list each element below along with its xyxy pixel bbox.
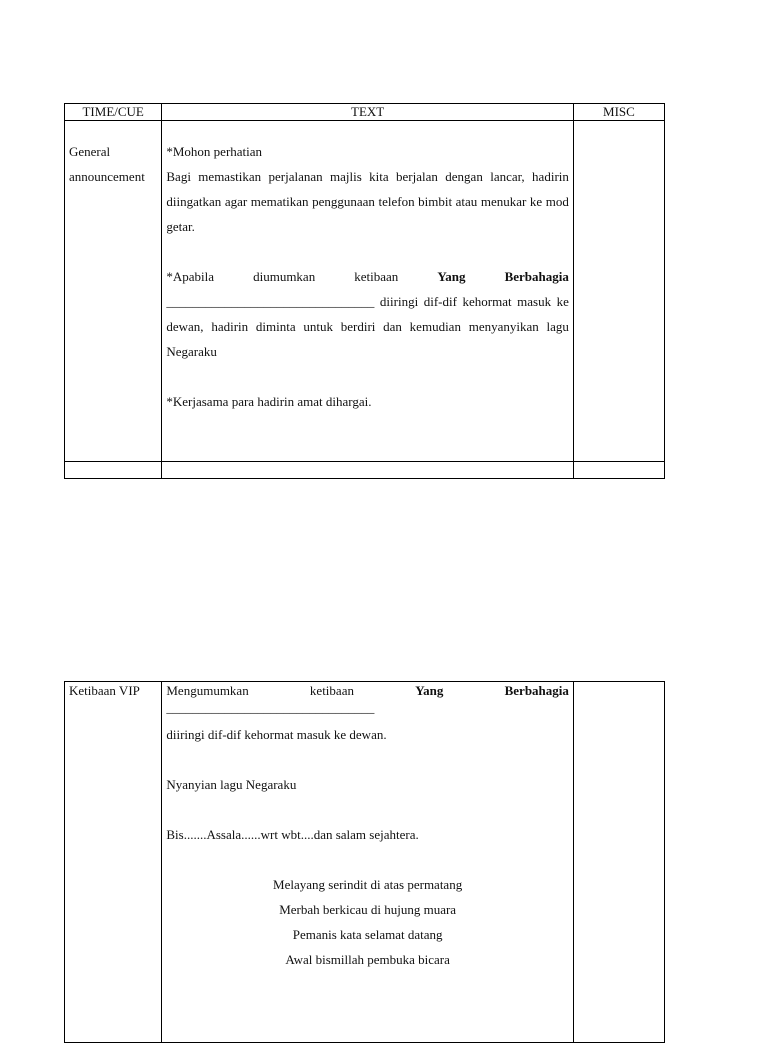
table-row: [65, 682, 665, 1043]
empty-cell: [573, 462, 664, 479]
misc-cell: [573, 121, 664, 462]
name-blank: ________________________________: [166, 294, 375, 309]
header-misc: MISC: [573, 104, 664, 121]
header-text: TEXT: [162, 104, 574, 121]
cue-line: announcement: [69, 169, 145, 184]
arrival-lead: *Apabila diumumkan ketibaan Yang Berbahagia: [166, 269, 569, 284]
thanks-note: *Kerjasama para hadirin amat dihargai.: [166, 394, 372, 409]
cue-cell: [65, 121, 162, 462]
poem-line: Pemanis kata selamat datang: [292, 927, 443, 942]
cue-line: General: [69, 144, 111, 159]
poem-line: Merbah berkicau di hujung muara: [279, 902, 457, 917]
poem-line: Melayang serindit di atas permatang: [273, 877, 463, 892]
name-blank: ________________________________: [166, 700, 375, 715]
text-cell: [162, 121, 574, 462]
arrival-body: ________________________________ diiringi dif-dif kehormat masuk ke dewan, hadirin diminta untuk berdiri dan kemudian menyanyikan lagu Negaraku: [166, 294, 569, 359]
empty-cell: [65, 462, 162, 479]
poem-line: Awal bismillah pembuka bicara: [285, 952, 450, 967]
vip-arrival-table: [64, 681, 665, 1043]
misc-cell: [573, 682, 664, 1043]
announce-lead: Mengumumkan ketibaan Yang Berbahagia: [166, 683, 569, 698]
table-row: [65, 121, 665, 462]
honorific: Yang Berbahagia: [437, 269, 569, 284]
attention-title: *Mohon perhatian: [166, 144, 263, 159]
anthem-line: Nyanyian lagu Negaraku: [166, 777, 297, 792]
table-row: [65, 462, 665, 479]
header-row: [65, 104, 665, 121]
honorific: Yang Berbahagia: [415, 683, 569, 698]
text-cell: [162, 682, 574, 1043]
phone-notice: Bagi memastikan perjalanan majlis kita berjalan dengan lancar, hadirin diingatkan agar mematikan penggunaan telefon bimbit atau menukar ke mod getar.: [166, 169, 569, 234]
empty-cell: [162, 462, 574, 479]
greeting-line: Bis.......Assala......wrt wbt....dan salam sejahtera.: [166, 827, 419, 842]
dif-line: diiringi dif-dif kehormat masuk ke dewan.: [166, 727, 387, 742]
poem: [166, 872, 569, 972]
announcement-table: [64, 103, 665, 479]
header-time-cue: TIME/CUE: [65, 104, 162, 121]
cue-cell: Ketibaan VIP: [65, 682, 162, 1043]
